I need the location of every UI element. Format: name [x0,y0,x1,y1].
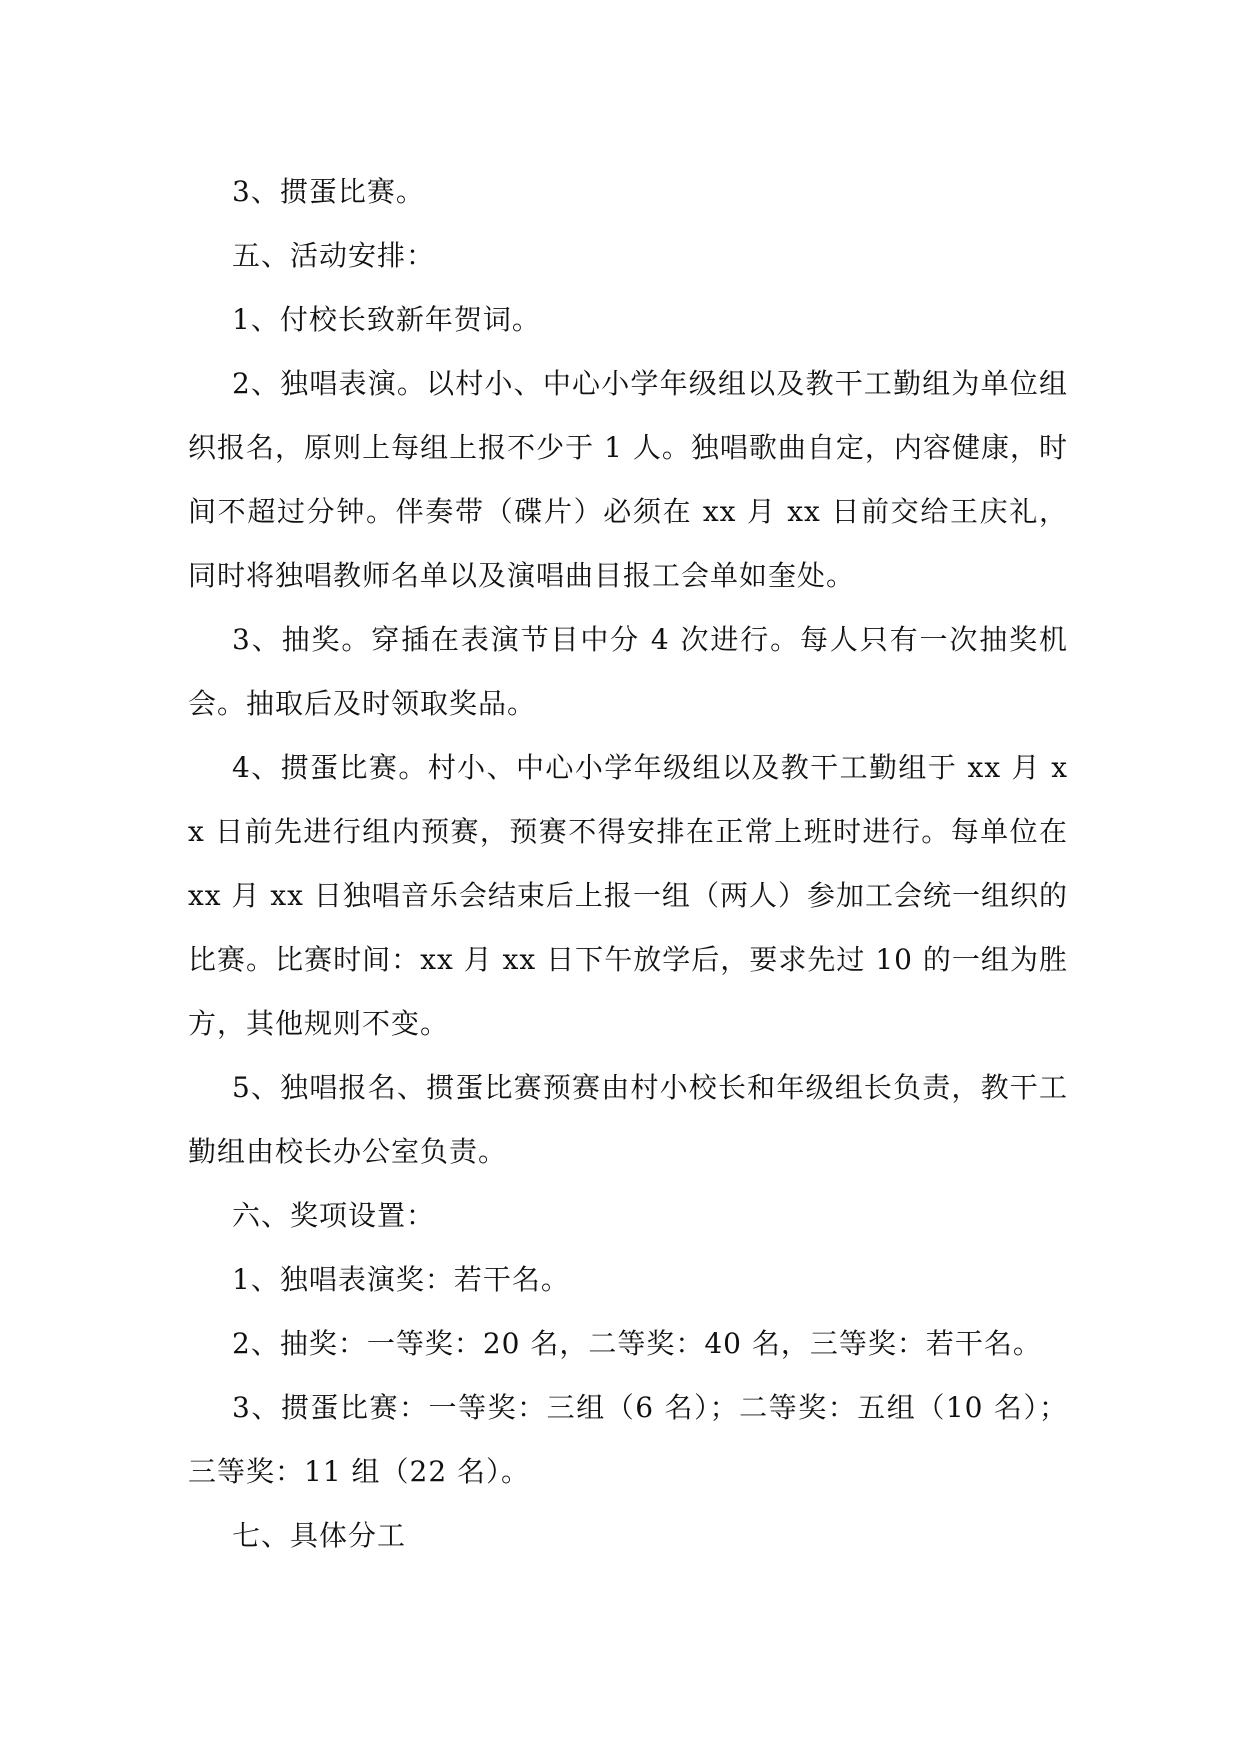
paragraph-item-4-guandan: 4、掼蛋比赛。村小、中心小学年级组以及教干工勤组于 xx 月 xx 日前先进行组内预赛，预赛不得安排在正常上班时进行。每单位在 xx 月 xx 日独唱音乐会结束后上报一组（两人）参加工会统一组织的比赛。比赛时间：xx 月 xx 日下午放学后，要求先过 10 的一组为胜方，其他规则不变。 [188,751,1068,1040]
section-heading-division-of-labor: 七、具体分工 [232,1519,407,1552]
document-body [188,160,1068,1568]
paragraph-award-solo: 1、独唱表演奖：若干名。 [232,1263,570,1296]
paragraph-item-3-lottery: 3、抽奖。穿插在表演节目中分 4 次进行。每人只有一次抽奖机会。抽取后及时领取奖品。 [188,623,1068,720]
paragraph-item-1-greeting: 1、付校长致新年贺词。 [232,303,541,336]
paragraph-award-lottery: 2、抽奖：一等奖：20 名，二等奖：40 名，三等奖：若干名。 [232,1327,1042,1360]
paragraph-award-guandan: 3、掼蛋比赛：一等奖：三组（6 名）；二等奖：五组（10 名）；三等奖：11 组（22 名）。 [188,1391,1068,1488]
paragraph-item-5-responsibility: 5、独唱报名、掼蛋比赛预赛由村小校长和年级组长负责，教干工勤组由校长办公室负责。 [188,1071,1068,1168]
paragraph-item-3-guandan: 3、掼蛋比赛。 [232,175,425,208]
paragraph-item-2-solo: 2、独唱表演。以村小、中心小学年级组以及教干工勤组为单位组织报名，原则上每组上报不少于 1 人。独唱歌曲自定，内容健康，时间不超过分钟。伴奏带（碟片）必须在 xx 月 xx 日前交给王庆礼，同时将独唱教师名单以及演唱曲目报工会单如奎处。 [188,367,1068,592]
section-heading-awards: 六、奖项设置： [232,1199,436,1232]
section-heading-activity-schedule: 五、活动安排： [232,239,436,272]
